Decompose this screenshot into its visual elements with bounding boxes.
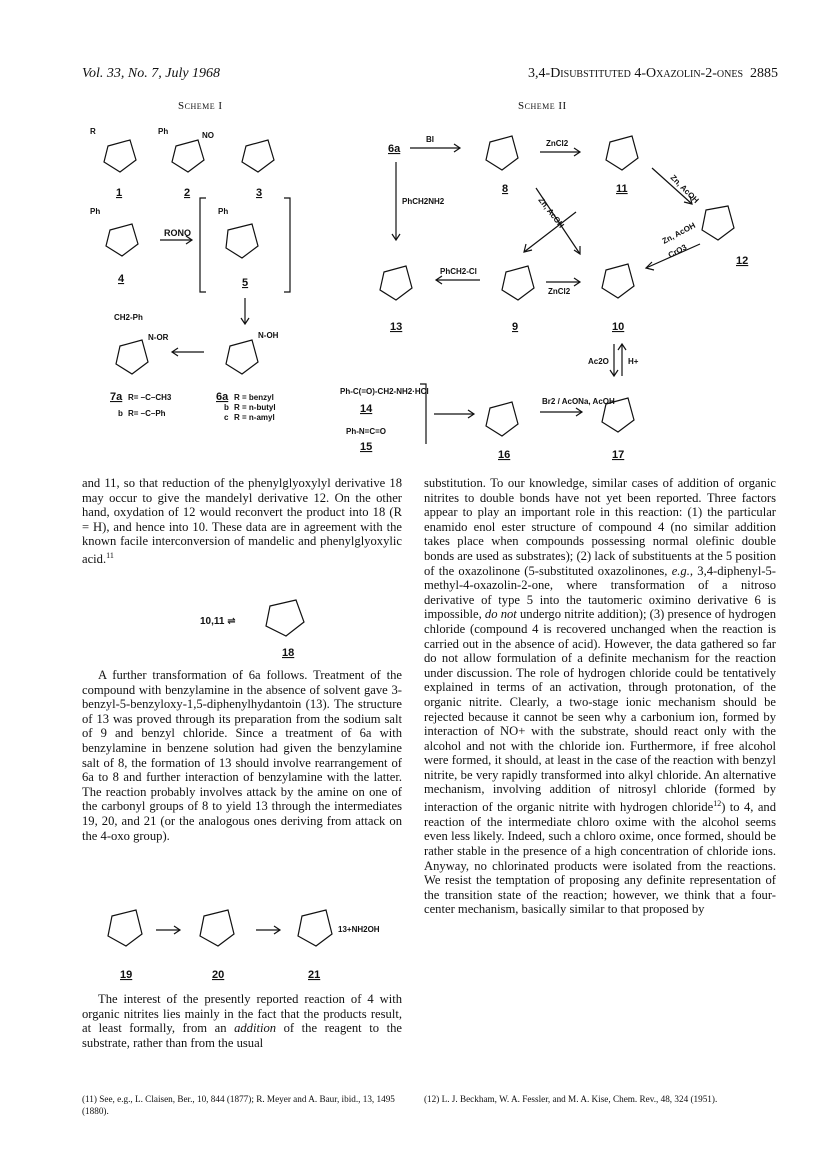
- substituent-6c: R = n-amyl: [234, 413, 275, 422]
- hydantoin-ring-9: [502, 266, 534, 300]
- equilibrium-10-11: 10,11 ⇌: [200, 616, 236, 627]
- reactant-15: Ph-N=C=O: [346, 427, 387, 436]
- footnote-12: (12) L. J. Beckham, W. A. Fessler, and M. A. Kise, Chem. Rev., 48, 324 (1951).: [424, 1094, 718, 1104]
- group-label-r: R: [90, 127, 96, 136]
- nitroso-ring-5: [226, 224, 258, 258]
- reagent-zn-acoh-1: Zn, AcOH: [536, 195, 566, 230]
- compound-label-21: 21: [308, 969, 321, 981]
- running-header-right: [476, 66, 778, 82]
- compound-label-14: 14: [360, 403, 373, 415]
- compound-label-8: 8: [502, 183, 509, 195]
- running-header-left: Vol. 33, No. 7, July 1968: [82, 66, 221, 81]
- compound-label-6a-s2: 6a: [388, 143, 401, 155]
- scheme-2-figure: [340, 112, 760, 461]
- oxazolinone-ring-2: [172, 140, 204, 172]
- paragraph-left-1: and 11, so that reduction of the phenylglyoxylyl derivative 18 may occur to give the mandelyl derivative 12. On the other hand, oxydation of 12 would reconvert the product into 18 (R = H), and hence into 10. These data are in agreement with the known facile interconversion of mandelic and phenylglyoxylic acid.$^{11}$: [82, 476, 402, 567]
- substituent-letter-6c: c: [224, 413, 229, 422]
- hydantoin-ring-10: [602, 264, 634, 298]
- reagent-zn-acoh-3: Zn, AcOH: [660, 220, 697, 246]
- group-label-ph-4: Ph: [90, 207, 101, 216]
- substituent-letter-6b: b: [224, 403, 229, 412]
- reagent-zn-acoh-2: Zn, AcOH: [668, 173, 701, 205]
- ring-20: [200, 910, 234, 946]
- ring-19: [108, 910, 142, 946]
- text-column-left-bottom: [82, 992, 402, 1050]
- ring-21: [298, 910, 332, 946]
- paragraph-left-3: The interest of the presently reported reaction of 4 with organic nitrites lies mainly in the fact that the products result, at least formally, from an addition of the reagent to the substrate, rather than from the usual: [82, 992, 402, 1050]
- reagent-h-plus: H+: [628, 357, 639, 366]
- compound-label-4: 4: [118, 273, 125, 285]
- group-label-no: NO: [202, 131, 214, 140]
- running-header-title: 3,4-Disubstituted 4-Oxazolin-2-ones: [528, 66, 743, 81]
- substituent-7b: R= –C–Ph: [128, 409, 166, 418]
- compound-label-7a: 7a: [110, 391, 123, 403]
- group-label-ph: Ph: [158, 127, 169, 136]
- compound-label-6a: 6a: [216, 391, 229, 403]
- text-column-left-top: [82, 476, 402, 567]
- compound-label-10: 10: [612, 321, 625, 333]
- reagent-zncl2: ZnCl2: [546, 139, 569, 148]
- reactant-14: Ph-C(=O)-CH2-NH2·HCl: [340, 387, 429, 396]
- compound-label-11: 11: [616, 183, 628, 195]
- oxime-ester-ring-7: [116, 340, 148, 374]
- hydantoin-ring-13: [380, 266, 412, 300]
- text-column-left-middle: [82, 668, 402, 843]
- compound-label-9: 9: [512, 321, 519, 333]
- scheme-1-title: Scheme I: [178, 100, 223, 112]
- reagent-phch2nh2: PhCH2NH2: [402, 197, 445, 206]
- text-column-right: [424, 476, 776, 917]
- hydantoin-ring-11: [606, 136, 638, 170]
- compound-label-16: 16: [498, 449, 511, 461]
- footnote-11: (11) See, e.g., L. Claisen, Ber., 10, 844 (1877); R. Meyer and A. Baur, ibid., 13, 1495 (1880).: [82, 1094, 395, 1116]
- compound-label-20: 20: [212, 969, 225, 981]
- reagent-cro3: CrO3: [666, 242, 689, 260]
- oxazolinone-ring-1: [104, 140, 136, 172]
- compound-label-1: 1: [116, 187, 123, 199]
- compound-label-5: 5: [242, 277, 249, 289]
- reagent-rono: RONO: [164, 228, 191, 238]
- group-label-n-oh: N-OH: [258, 331, 279, 340]
- hydantoin-ring-8: [486, 136, 518, 170]
- compound-label-15: 15: [360, 441, 373, 453]
- paragraph-right-1: substitution. To our knowledge, similar cases of addition of organic nitrites to double bonds have not yet been reported. Three factors appear to play an important role in this reaction: (1) the particular enamido enol ester structure of compound 4 (no similar addition takes place when compounds possessing normal olefinic double bonds are used as substrates); (2) lack of substituents at the 5 position of the oxazolinone (5-substituted oxazolinones, e.g., 3,4-diphenyl-5-methyl-4-oxazolin-2-one, where transformation of a nitroso derivative of type 5 into the tautomeric oximino derivative 6 is impossible, do not undergo nitrite addition); (3) presence of hydrogen chloride (compound 4 is recovered unchanged when the reaction is carried out in the absence of acid). However, the data gathered so far do not allow formulation of a definite mechanism for the reaction under discussion. The role of hydrogen chloride could be tentatively explained in terms of an activation, through protonation, of the organic nitrite. Clearly, a two-stage ionic mechanism should be rejected because it cannot be seen why a carbonium ion, formed by interaction of NO+ with the substrate, should react only with the alcohol and not with the chloride ion. Furthermore, if free alcohol were formed, it should, at least in the case of the reaction with benzyl nitrite, be very rapidly transformed into alkyl chloride. An alternative mechanism, involving addition of nitrosyl chloride (formed by interaction of the organic nitrite with hydrogen chloride$^{12}$) to 4, and reaction of the intermediate chloro oxime with the alcohol seems even less likely. Indeed, such a chloro oxime, once formed, should be rather stable in the presence of a high concentration of chloride ions. Anyway, no chlorinated products were isolated from the reactions. We resist the temptation of proposing any definite representation of the transition state of the reaction; however, we think that a four-center mechanism, basically similar to that proposed by: [424, 476, 777, 917]
- substituent-6b: R = n-butyl: [234, 403, 276, 412]
- page-number: 2885: [750, 66, 778, 81]
- reagent-br2: Br2 / AcONa, AcOH: [542, 397, 615, 406]
- compound-label-12: 12: [736, 255, 749, 267]
- oxazolidinone-ring-3: [242, 140, 274, 172]
- oximino-ring-6: [226, 340, 258, 374]
- figure-18: [200, 580, 340, 660]
- compound-label-13: 13: [390, 321, 403, 333]
- substituent-letter-7b: b: [118, 409, 123, 418]
- compound-label-19: 19: [120, 969, 133, 981]
- bracket-right: [284, 198, 290, 292]
- reagent-phch2cl: PhCH2-Cl: [440, 267, 477, 276]
- reagent-ac2o: Ac2O: [588, 357, 609, 366]
- paragraph-left-2: A further transformation of 6a follows. Treatment of the compound with benzylamine in the absence of solvent gave 3-benzyl-5-benzyloxy-1,5-diphenylhydantoin (13). The structure of 13 was proved through its preparation from the sodium salt of 9 and benzyl chloride. Since a treatment of 6a with benzylamine in benzene solution had given the benzylamine salt of 8, the formation of 13 should involve rearrangement of 6a to 8 and further interaction of benzylamine with the latter. The reaction probably involves attack by the amine on one of the carbonyl groups of 8 to yield 13 through the intermediates 19, 20, and 21 (or the analogous ones deriving from attack on the 4-oxo group).: [82, 668, 402, 843]
- group-label-ch2ph: CH2-Ph: [114, 313, 143, 322]
- compound-label-3: 3: [256, 187, 263, 199]
- compound-label-17: 17: [612, 449, 625, 461]
- reagent-bi: BI: [426, 135, 434, 144]
- scheme-1-figure: [80, 112, 330, 432]
- compound-label-2: 2: [184, 187, 191, 199]
- ring-12: [702, 206, 734, 240]
- figure-19-20-21: [92, 888, 412, 984]
- scheme-2-title: Scheme II: [518, 100, 567, 112]
- imidazolinone-ring-16: [486, 402, 518, 436]
- oxazolinone-ring-4: [106, 224, 138, 256]
- bracket-left: [200, 198, 206, 292]
- group-label-ph-5: Ph: [218, 207, 229, 216]
- reagent-zncl2-2: ZnCl2: [548, 287, 571, 296]
- product-13-nh2oh: 13+NH2OH: [338, 925, 380, 934]
- ring-18: [266, 600, 304, 636]
- substituent-7a: R= –C–CH3: [128, 393, 172, 402]
- compound-label-18: 18: [282, 647, 295, 659]
- substituent-6a: R = benzyl: [234, 393, 274, 402]
- group-label-n-or: N-OR: [148, 333, 169, 342]
